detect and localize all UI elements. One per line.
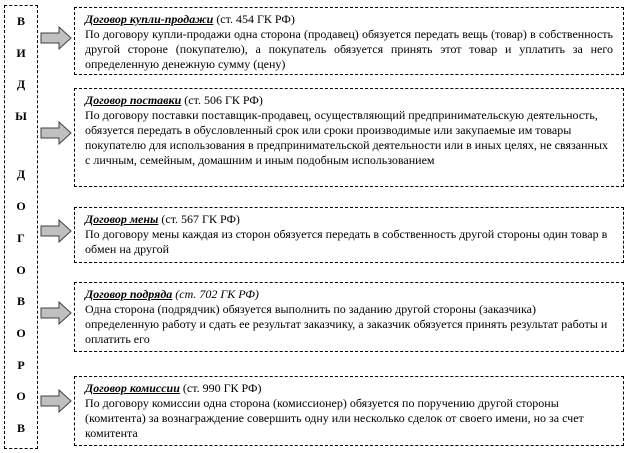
side-letter: В (16, 14, 25, 28)
arrow-right-icon (40, 301, 72, 325)
contract-reference: (ст. 454 ГК РФ) (216, 12, 295, 26)
side-letter: О (16, 199, 26, 214)
arrow-right-icon (40, 389, 72, 413)
contract-title: Договор мены (85, 212, 159, 226)
contract-title: Договор комиссии (85, 381, 180, 395)
side-letter: Р (17, 357, 25, 372)
contract-reference: (ст. 506 ГК РФ) (184, 93, 263, 107)
contract-description: По договору купли-продажи одна сторона (продавец) обязуется передать вещь (товар) в собственность другой стороне (покупателю), а покупатель обязуется принять этот товар и уплатить за него определенную денежную сумму (цену) (85, 27, 613, 71)
contract-reference: (ст. 990 ГК РФ) (182, 381, 262, 395)
contract-box-postavki (74, 88, 624, 187)
side-letter: Ы (15, 109, 27, 124)
contract-description: По договору поставки поставщик-продавец, осуществляющий предпринимательскую деятельность, обязуется передать в обусловленный срок или сроки производимые или закупаемые им товары покупателю для использования в предпринимательской деятельности или в иных целях, не связанных с личным, семейным, домашним и иным подобным использованием (85, 108, 609, 167)
arrow-right-icon (40, 26, 72, 50)
side-letter: О (16, 325, 26, 340)
side-label-vidy-dogovorov (4, 5, 38, 449)
side-letter: Д (16, 77, 26, 92)
contract-description: По договору комиссии одна сторона (комиссионер) обязуется по поручению другой стороны (комитента) за вознаграждение совершить одну или несколько сделок от своего имени, но за счет комитента (85, 396, 584, 440)
contract-box-kupli-prodazhi (74, 7, 624, 75)
contract-title: Договор поставки (85, 93, 182, 107)
contract-description: Одна сторона (подрядчик) обязуется выполнить по заданию другой стороны (заказчика) определенную работу и сдать ее результат заказчику, а заказчик обязуется принять результат работы и оплатить его (85, 302, 608, 346)
contract-reference: (ст. 702 ГК РФ) (175, 287, 259, 301)
contract-box-meny (74, 207, 624, 263)
side-letter: О (16, 262, 26, 277)
arrow-right-icon (40, 219, 72, 243)
contract-title: Договор купли-продажи (85, 12, 214, 26)
side-letter: В (16, 420, 25, 435)
contract-box-podryada (74, 282, 624, 352)
contract-reference: (ст. 567 ГК РФ) (161, 212, 240, 226)
side-letter: Г (17, 230, 25, 245)
side-letter: О (16, 389, 26, 404)
contract-title: Договор подряда (85, 287, 173, 301)
arrow-right-icon (40, 121, 72, 145)
contract-box-komissii (74, 376, 624, 446)
contract-description: По договору мены каждая из сторон обязуется передать в собственность другой стороны один товар в обмен на другой (85, 227, 608, 256)
side-letter: В (16, 294, 25, 309)
side-letter: И (16, 45, 26, 60)
side-letter: Д (16, 167, 26, 182)
